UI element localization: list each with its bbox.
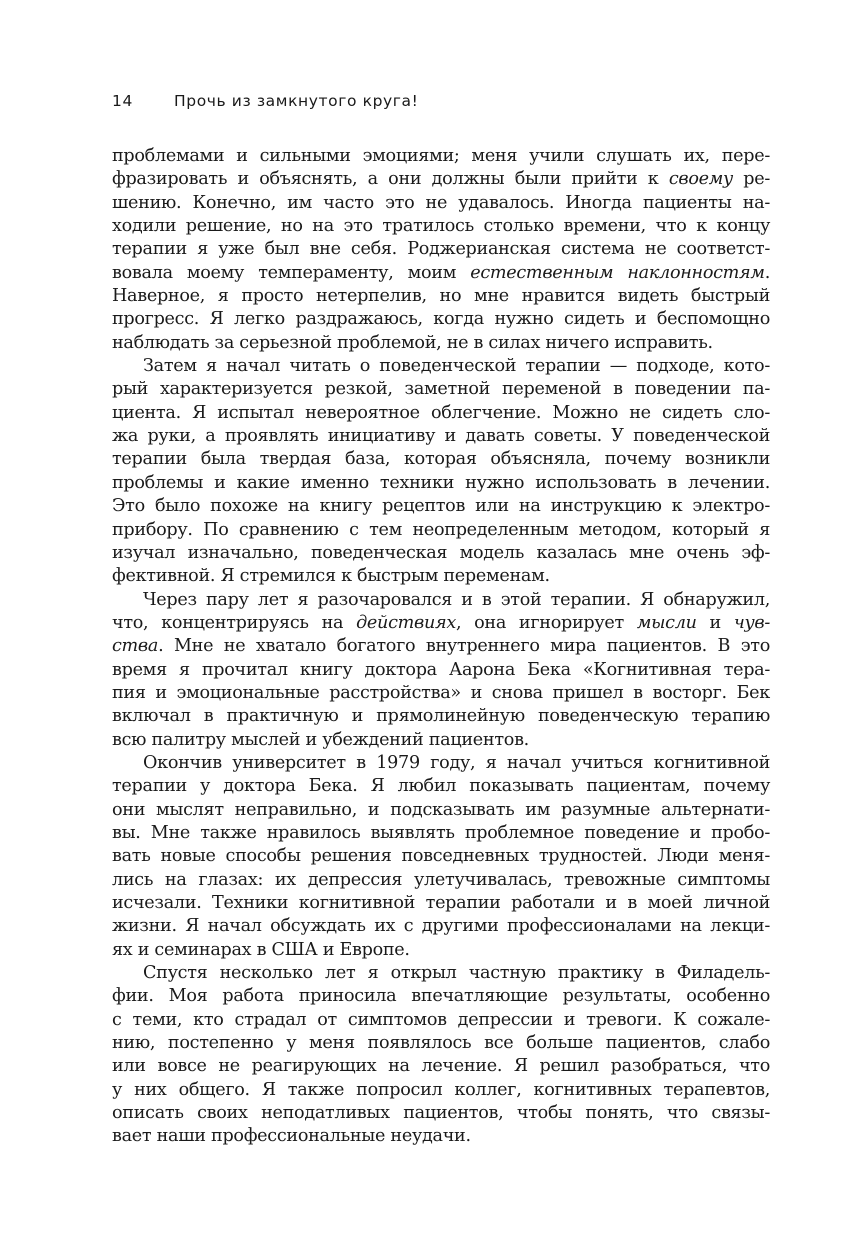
text-span: наблюдать за серьезной проблемой, не в силах ничего исправить. bbox=[112, 332, 713, 353]
text-span: Спустя несколько лет я открыл частную практику в Филадель- bbox=[143, 963, 770, 984]
text-line bbox=[112, 355, 770, 378]
text-line bbox=[112, 752, 770, 775]
text-line bbox=[112, 892, 770, 915]
text-span: ях и семинарах в США и Европе. bbox=[112, 939, 410, 960]
emphasis-text: своему bbox=[668, 169, 733, 190]
emphasis-text: действиях bbox=[356, 612, 456, 633]
text-span: проблемами и сильными эмоциями; меня учили слушать их, пере- bbox=[112, 146, 770, 166]
emphasis-text: мысли bbox=[636, 612, 697, 633]
text-line bbox=[112, 845, 770, 868]
text-line bbox=[112, 799, 770, 822]
text-line bbox=[112, 985, 770, 1008]
text-line bbox=[112, 1102, 770, 1125]
text-span: с теми, кто страдал от симптомов депрессии и тревоги. К сожале- bbox=[112, 1009, 770, 1030]
text-line bbox=[112, 775, 770, 798]
text-line bbox=[112, 378, 770, 401]
text-line bbox=[112, 542, 770, 565]
text-span: Это было похоже на книгу рецептов или на инструкцию к электро- bbox=[112, 496, 770, 517]
text-span: ходили решение, но на это тратилось столько времени, что к концу bbox=[112, 216, 770, 237]
text-span: лись на глазах: их депрессия улетучивалась, тревожные симптомы bbox=[112, 869, 770, 890]
text-span: время я прочитал книгу доктора Аарона Бека «Когнитивная тера- bbox=[112, 659, 770, 680]
running-header bbox=[112, 92, 772, 116]
text-span: Наверное, я просто нетерпелив, но мне нравится видеть быстрый bbox=[112, 286, 770, 307]
text-span: шению. Конечно, им часто это не удавалось. Иногда пациенты на- bbox=[112, 192, 770, 213]
text-line bbox=[112, 635, 770, 658]
text-span: фективной. Я стремился к быстрым переменам. bbox=[112, 566, 550, 587]
text-span: жизни. Я начал обсуждать их с другими профессионалами на лекци- bbox=[112, 916, 770, 937]
text-span: жа руки, а проявлять инициативу и давать советы. У поведенческой bbox=[112, 426, 770, 447]
text-span: Окончив университет в 1979 году, я начал учиться когнитивной bbox=[143, 752, 770, 773]
text-line bbox=[112, 192, 770, 215]
text-line bbox=[112, 145, 770, 168]
text-line bbox=[112, 1055, 770, 1078]
text-line bbox=[112, 519, 770, 542]
text-span: прибору. По сравнению с тем неопределенным методом, который я bbox=[112, 519, 770, 540]
running-title: Прочь из замкнутого круга! bbox=[174, 92, 419, 110]
text-span: пия и эмоциональные расстройства» и снова пришел в восторг. Бек bbox=[112, 682, 770, 703]
text-line bbox=[112, 729, 770, 752]
text-line bbox=[112, 425, 770, 448]
text-span: вает наши профессиональные неудачи. bbox=[112, 1126, 471, 1147]
text-span: терапии была твердая база, которая объясняла, почему возникли bbox=[112, 449, 770, 470]
text-span: изучал изначально, поведенческая модель казалась мне очень эф- bbox=[112, 542, 770, 563]
text-line bbox=[112, 939, 770, 962]
text-span: терапии у доктора Бека. Я любил показывать пациентам, почему bbox=[112, 776, 770, 797]
text-line bbox=[112, 682, 770, 705]
text-line bbox=[112, 869, 770, 892]
text-span: фразировать и объяснять, а они должны были прийти к bbox=[112, 169, 669, 190]
text-line bbox=[112, 1079, 770, 1102]
text-line bbox=[112, 1032, 770, 1055]
text-span: фии. Моя работа приносила впечатляющие результаты, особенно bbox=[112, 986, 770, 1007]
text-line bbox=[112, 962, 770, 985]
text-span: у них общего. Я также попросил коллег, когнитивных терапевтов, bbox=[112, 1079, 770, 1100]
text-span: или вовсе не реагирующих на лечение. Я решил разобраться, что bbox=[112, 1056, 770, 1077]
body-text bbox=[112, 145, 770, 1149]
text-span: прогресс. Я легко раздражаюсь, когда нужно сидеть и беспомощно bbox=[112, 309, 770, 330]
text-span: терапии я уже был вне себя. Роджерианская система не соответст- bbox=[112, 239, 770, 260]
text-line bbox=[112, 285, 770, 308]
text-span: ре- bbox=[732, 169, 771, 190]
text-line bbox=[112, 1125, 770, 1148]
text-line bbox=[112, 1009, 770, 1032]
emphasis-text: ства bbox=[112, 636, 159, 657]
text-line bbox=[112, 308, 770, 331]
text-span: Затем я начал читать о поведенческой терапии — подходе, кото- bbox=[143, 356, 770, 377]
page-number: 14 bbox=[112, 92, 133, 110]
text-line bbox=[112, 822, 770, 845]
text-span: они мыслят неправильно, и подсказывать им разумные альтернати- bbox=[112, 799, 770, 820]
text-line bbox=[112, 168, 770, 191]
text-line bbox=[112, 262, 770, 285]
text-span: проблемы и какие именно техники нужно использовать в лечении. bbox=[112, 472, 770, 493]
text-line bbox=[112, 612, 770, 635]
text-span: . Мне не хватало богатого внутреннего мира пациентов. В это bbox=[158, 636, 770, 657]
text-span: включал в практичную и прямолинейную поведенческую терапию bbox=[112, 706, 770, 727]
text-line bbox=[112, 565, 770, 588]
text-span: и bbox=[696, 612, 734, 633]
text-line bbox=[112, 332, 770, 355]
text-span: исчезали. Техники когнитивной терапии работали и в моей личной bbox=[112, 893, 770, 913]
text-line bbox=[112, 659, 770, 682]
text-line bbox=[112, 215, 770, 238]
text-span: вать новые способы решения повседневных трудностей. Люди меня- bbox=[112, 846, 770, 867]
emphasis-text: чув- bbox=[733, 612, 771, 633]
text-span: нию, постепенно у меня появлялось все больше пациентов, слабо bbox=[112, 1033, 770, 1054]
text-span: Через пару лет я разочаровался и в этой терапии. Я обнаружил, bbox=[143, 589, 770, 610]
text-span: . bbox=[764, 262, 770, 283]
text-line bbox=[112, 495, 770, 518]
text-span: что, концентрируясь на bbox=[112, 612, 357, 633]
text-line bbox=[112, 402, 770, 425]
text-span: циента. Я испытал невероятное облегчение. Можно не сидеть сло- bbox=[112, 402, 770, 423]
emphasis-text: естественным наклонностям bbox=[470, 262, 765, 283]
text-span: , она игнорирует bbox=[455, 612, 637, 633]
text-line bbox=[112, 705, 770, 728]
text-span: вы. Мне также нравилось выявлять проблемное поведение и пробо- bbox=[112, 822, 770, 843]
text-line bbox=[112, 472, 770, 495]
text-line bbox=[112, 589, 770, 612]
text-line bbox=[112, 238, 770, 261]
text-line bbox=[112, 448, 770, 471]
text-span: описать своих неподатливых пациентов, чтобы понять, что связы- bbox=[112, 1103, 770, 1124]
text-line bbox=[112, 915, 770, 938]
text-span: рый характеризуется резкой, заметной переменой в поведении па- bbox=[112, 379, 770, 400]
text-span: вовала моему темпераменту, моим bbox=[112, 262, 471, 283]
text-span: всю палитру мыслей и убеждений пациентов. bbox=[112, 729, 529, 750]
